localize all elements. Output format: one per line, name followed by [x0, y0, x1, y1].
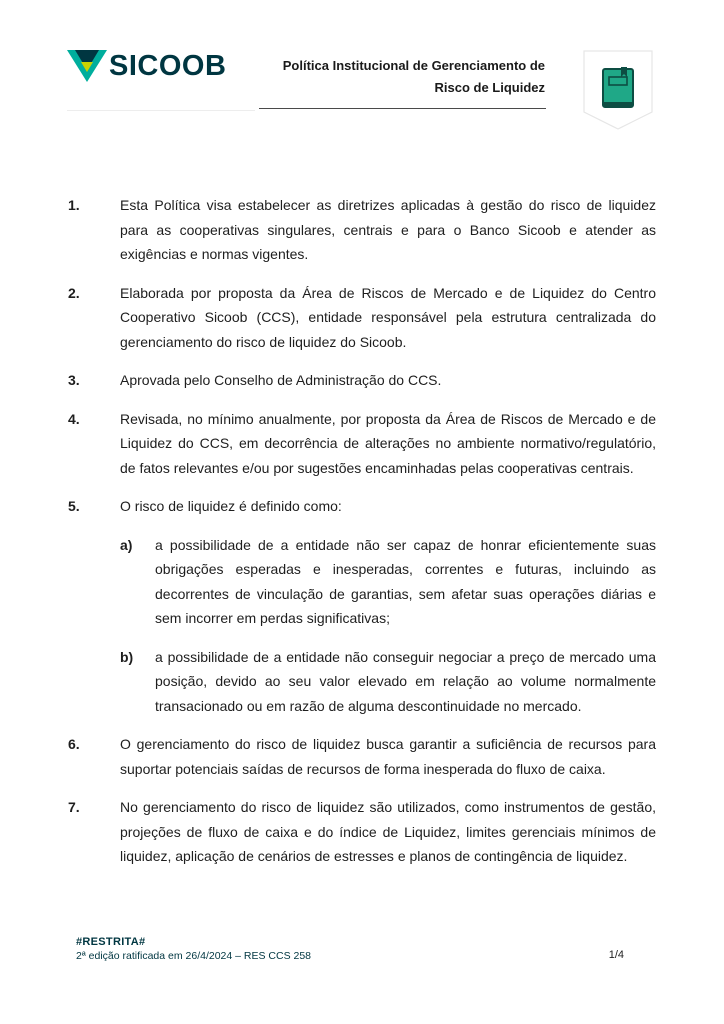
item-text: O gerenciamento do risco de liquidez busca garantir a suficiência de recursos para suportar potenciais saídas de recursos de forma inesperada do fluxo de caixa.	[120, 736, 656, 777]
sub-item-text: a possibilidade de a entidade não conseguir negociar a preço de mercado uma posição, devido ao seu valor elevado em relação ao volume normalmente transacionado ou em razão de alguma descontinuidade no mercado.	[155, 648, 656, 714]
page-footer	[76, 936, 624, 963]
item-text: No gerenciamento do risco de liquidez são utilizados, como instrumentos de gestão, projeções de fluxo de caixa e do índice de Liquidez, limites gerenciais mínimos de liquidez, aplicação de cenários de estresses e planos de contingência de liquidez.	[120, 799, 656, 864]
logo-wordmark: SICOOB	[109, 50, 227, 82]
item-text: Aprovada pelo Conselho de Administração do CCS.	[120, 372, 442, 388]
item-text: Revisada, no mínimo anualmente, por proposta da Área de Riscos de Mercado e de Liquidez do CCS, em decorrência de alterações no ambiente normativo/regulatório, de fatos relevantes e/ou por sugestões encaminhadas pelas cooperativas centrais.	[120, 410, 656, 476]
sicoob-logo-mark-icon	[67, 48, 107, 84]
list-item-1	[68, 193, 656, 267]
classification-label: #RESTRITA#	[76, 936, 146, 948]
sub-item-b	[120, 645, 656, 719]
list-item-2	[68, 281, 656, 355]
item-text: O risco de liquidez é definido como:	[120, 498, 342, 514]
item-body	[120, 494, 656, 718]
sub-item-letter: b)	[120, 648, 134, 665]
page-number: 1/4	[608, 949, 624, 961]
document-title	[245, 55, 545, 99]
list-item-5	[68, 494, 656, 718]
list-item-7	[68, 795, 656, 869]
logo-divider	[67, 110, 255, 111]
item-number: 3.	[68, 372, 80, 388]
item-number: 2.	[68, 284, 80, 301]
item-number: 4.	[68, 410, 80, 427]
sub-list	[120, 533, 656, 719]
sub-item-text: a possibilidade de a entidade não ser capaz de honrar eficientemente suas obrigações esperadas e inesperadas, correntes e futuras, incluindo as decorrentes de vinculação de garantias, sem afetar suas operações diárias e sem incorrer em perdas significativas;	[155, 536, 656, 626]
sub-item-a	[120, 533, 656, 631]
item-text: Esta Política visa estabelecer as diretrizes aplicadas à gestão do risco de liquidez para as cooperativas singulares, centrais e para o Banco Sicoob e atender as exigências e normas vigentes.	[120, 197, 656, 262]
item-text: Elaborada por proposta da Área de Riscos de Mercado e de Liquidez do Centro Cooperativo Sicoob (CCS), entidade responsável pela estrutura centralizada do gerenciamento do risco de liquidez do Sicoob.	[120, 284, 656, 350]
edition-note: 2ª edição ratificada em 26/4/2024 – RES CCS 258	[76, 950, 312, 962]
item-number: 1.	[68, 197, 80, 213]
document-title-line-1: Política Institucional de Gerenciamento de	[282, 58, 545, 73]
list-item-4	[68, 407, 656, 481]
title-divider	[259, 108, 546, 109]
policy-content	[68, 193, 656, 883]
item-number: 5.	[68, 498, 80, 514]
list-item-3	[68, 368, 656, 393]
list-item-6	[68, 732, 656, 781]
book-icon	[583, 50, 653, 130]
item-number: 6.	[68, 736, 80, 752]
sub-item-letter: a)	[120, 536, 133, 553]
sicoob-logo	[67, 48, 226, 84]
document-title-line-2: Risco de Liquidez	[434, 80, 545, 95]
item-number: 7.	[68, 799, 80, 815]
